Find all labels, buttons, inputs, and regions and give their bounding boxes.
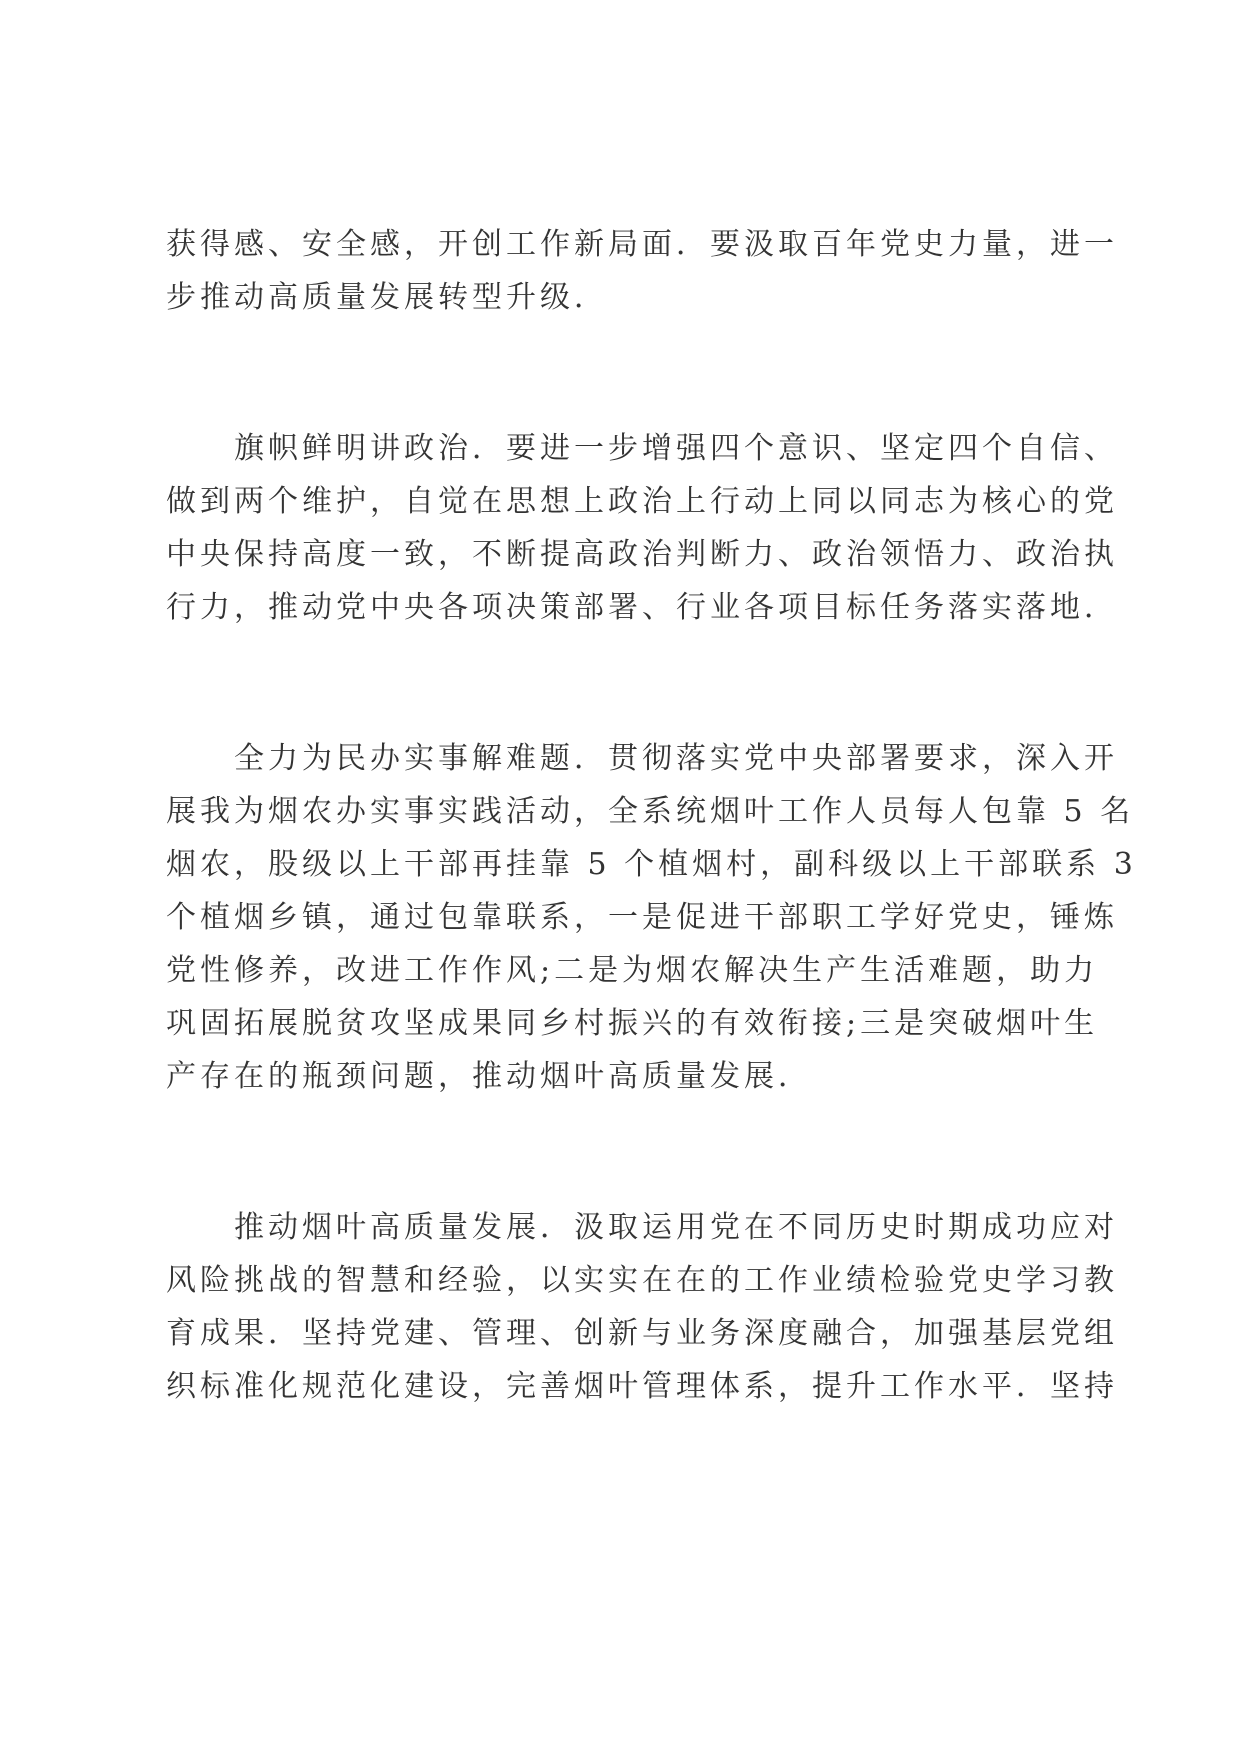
text-line: 旗帜鲜明讲政治．要进一步增强四个意识、坚定四个自信、	[234, 431, 1118, 466]
text-line: 产存在的瓶颈问题，推动烟叶高质量发展．	[166, 1059, 812, 1094]
text-line: 巩固拓展脱贫攻坚成果同乡村振兴的有效衔接;三是突破烟叶生	[166, 1006, 1099, 1041]
text-line: 中央保持高度一致，不断提高政治判断力、政治领悟力、政治执	[166, 537, 1118, 572]
text-line: 育成果．坚持党建、管理、创新与业务深度融合，加强基层党组	[166, 1316, 1118, 1351]
text-line: 行力，推动党中央各项决策部署、行业各项目标任务落实落地．	[166, 590, 1118, 625]
text-line: 党性修养，改进工作作风;二是为烟农解决生产生活难题，助力	[166, 953, 1099, 988]
text-line: 个植烟乡镇，通过包靠联系，一是促进干部职工学好党史，锤炼	[166, 900, 1118, 935]
paragraph-2	[166, 422, 1118, 634]
text-line: 展我为烟农办实事实践活动，全系统烟叶工作人员每人包靠 5 名	[166, 794, 1135, 829]
text-line: 织标准化规范化建设，完善烟叶管理体系，提升工作水平．坚持	[166, 1369, 1118, 1404]
text-line: 做到两个维护，自觉在思想上政治上行动上同以同志为核心的党	[166, 484, 1118, 519]
text-line: 烟农，股级以上干部再挂靠 5 个植烟村，副科级以上干部联系 3	[166, 847, 1137, 882]
text-line: 全力为民办实事解难题．贯彻落实党中央部署要求，深入开	[234, 741, 1118, 776]
paragraph-1	[166, 218, 1118, 324]
text-line: 风险挑战的智慧和经验，以实实在在的工作业绩检验党史学习教	[166, 1263, 1118, 1298]
text-line: 推动烟叶高质量发展．汲取运用党在不同历史时期成功应对	[234, 1210, 1118, 1245]
text-line: 获得感、安全感，开创工作新局面．要汲取百年党史力量，进一	[166, 227, 1118, 262]
document-body	[166, 218, 1137, 1511]
paragraph-4	[166, 1201, 1118, 1413]
text-line: 步推动高质量发展转型升级．	[166, 280, 608, 315]
paragraph-3	[166, 732, 1137, 1103]
